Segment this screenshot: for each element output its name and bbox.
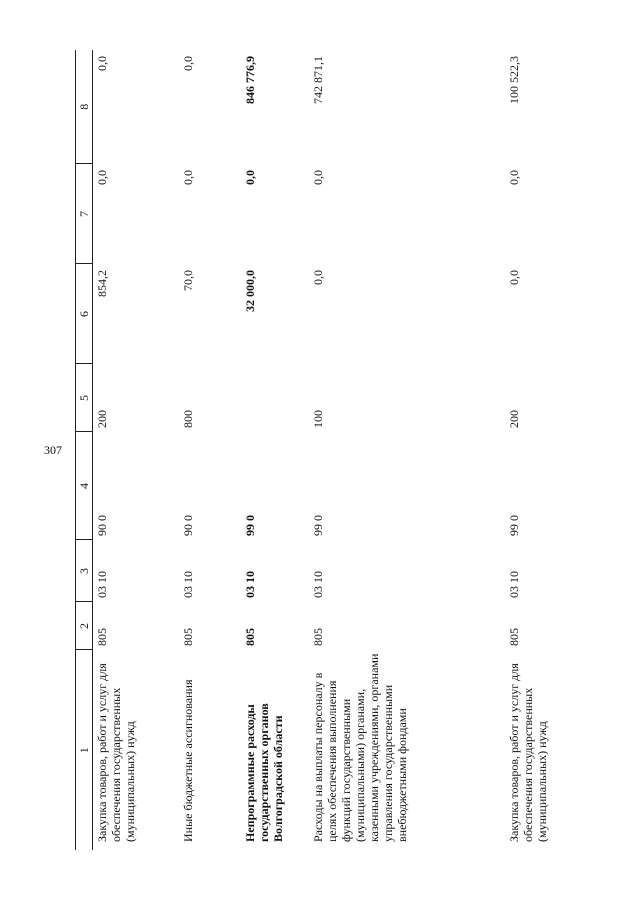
cell-col6: 32 000,0 <box>243 270 257 312</box>
budget-table <box>75 50 587 850</box>
row-name: Закупка товаров, работ и услуг для обеспечения государственных (муниципальных) нужд <box>95 663 137 842</box>
column-header: 1 <box>76 650 93 850</box>
cell-admin-code: 805 <box>95 628 109 646</box>
cell-col8: 0,0 <box>181 56 195 71</box>
cell-section: 03 10 <box>243 571 257 598</box>
cell-target: 99 0 <box>507 515 521 536</box>
column-header: 5 <box>76 364 93 432</box>
row-name: Иные бюджетные ассигнования <box>181 679 195 842</box>
cell-col7: 0,0 <box>507 170 521 185</box>
cell-section: 03 10 <box>95 571 109 598</box>
rotated-table-sheet <box>75 50 635 850</box>
cell-target: 99 0 <box>311 515 325 536</box>
table-row <box>179 50 241 850</box>
cell-col6: 854,2 <box>95 270 109 297</box>
cell-admin-code: 805 <box>507 628 521 646</box>
cell-admin-code: 805 <box>311 628 325 646</box>
cell-col7: 0,0 <box>181 170 195 185</box>
row-name: Закупка товаров, работ и услуг для обеспечения государственных (муниципальных) нужд <box>507 663 549 842</box>
column-header: 7 <box>76 164 93 264</box>
cell-section: 03 10 <box>507 571 521 598</box>
column-header: 8 <box>76 50 93 164</box>
cell-admin-code: 805 <box>181 628 195 646</box>
row-name: Непрограммные расходы государственных органов Волгоградской области <box>243 703 285 842</box>
cell-col7: 0,0 <box>243 170 257 185</box>
page-number: 307 <box>44 443 62 457</box>
cell-target: 90 0 <box>95 515 109 536</box>
column-header: 6 <box>76 264 93 364</box>
column-header: 3 <box>76 540 93 602</box>
cell-expense-type: 200 <box>95 410 109 428</box>
cell-section: 03 10 <box>181 571 195 598</box>
cell-target: 99 0 <box>243 515 257 536</box>
cell-col8: 0,0 <box>95 56 109 71</box>
cell-expense-type: 800 <box>181 410 195 428</box>
cell-target: 90 0 <box>181 515 195 536</box>
cell-col7: 0,0 <box>95 170 109 185</box>
cell-col7: 0,0 <box>311 170 325 185</box>
column-header: 2 <box>76 602 93 650</box>
cell-section: 03 10 <box>311 571 325 598</box>
table-row <box>505 50 587 850</box>
cell-col8: 742 871,1 <box>311 56 325 104</box>
column-header: 4 <box>76 432 93 540</box>
cell-col6: 70,0 <box>181 270 195 291</box>
cell-expense-type: 100 <box>311 410 325 428</box>
table-row <box>241 50 309 850</box>
cell-col8: 846 776,9 <box>243 56 257 104</box>
cell-admin-code: 805 <box>243 628 257 646</box>
cell-expense-type: 200 <box>507 410 521 428</box>
cell-expense-type <box>241 364 309 432</box>
cell-col8: 100 522,3 <box>507 56 521 104</box>
table-header-row <box>76 50 93 850</box>
cell-col6: 0,0 <box>507 270 521 285</box>
table-row <box>93 50 180 850</box>
row-name: Расходы на выплаты персоналу в целях обеспечения выполнения функций государственными (муниципальными) органами, казенными учреждениями, органами управления государственными внебюджетными фондами <box>311 653 409 842</box>
cell-col6: 0,0 <box>311 270 325 285</box>
table-row <box>309 50 505 850</box>
